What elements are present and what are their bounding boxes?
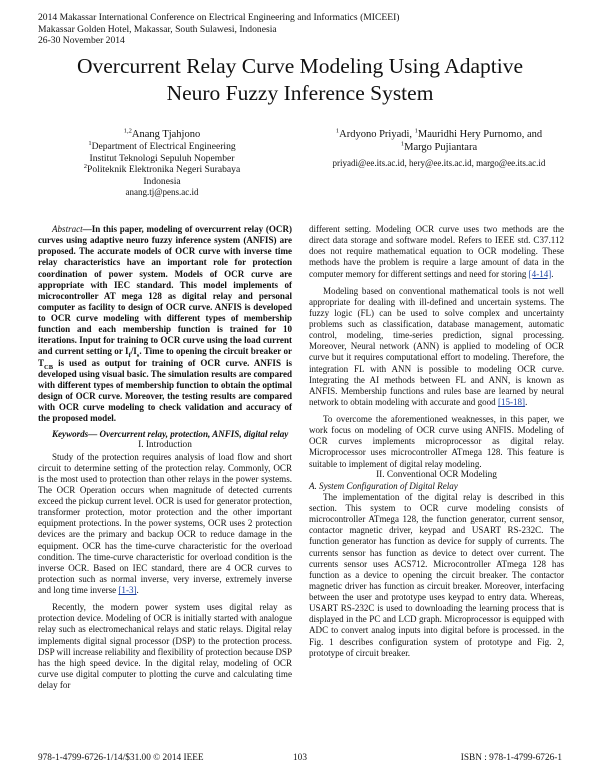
intro-paragraph-1: Study of the protection requires analysis of load flow and short circuit to determine setting of the protection relay. Commonly, OCR is the most used to protection than other relays in the power systems. The OCR Operation occurs when magnitude of detected currents exceed the pickup current level. OCR is used for generator protection, transformer protection, motor protection and the other important equipment protections. In the power systems, OCR uses 2 protection devices are the primary and backup OCR to reduce damage in the equipment. OCR has the time-curve characteristic for the overload condition. The time-curve characteristic for overload condition is the inverse OCR. Based on IEC standard, there are 4 OCR curves to protection such as normal inverse, very inverse, extremely inverse and long time inverse [1-3].: [38, 451, 292, 595]
intro-paragraph-2-continued: different setting. Modeling OCR curve uses two methods are the direct data storage and software model. Refers to IEEE std. C37.112 does not require mathematical equation to OCR modeling. These methods have the problem is require a large amount of data in the computer memory for different settings and need for storing [4-14].: [309, 224, 564, 279]
paper-title: [30, 53, 570, 107]
author-block-right: [308, 128, 570, 170]
affiliation-country: Indonesia: [143, 175, 181, 187]
conference-venue: Makassar Golden Hotel, Makassar, South Sulawesi, Indonesia: [38, 23, 277, 35]
affiliation-dept: $^1$Department of Electrical Engineering: [88, 139, 236, 152]
affiliation-inst: Institut Teknologi Sepuluh Nopember: [89, 152, 235, 164]
author-name: $^{1,2}$Anang Tjahjono: [123, 127, 201, 140]
footer-copyright: 978-1-4799-6726-1/14/$31.00 © 2014 IEEE: [38, 753, 204, 763]
section-1-heading: I. Introduction: [138, 440, 192, 451]
page-number: 103: [293, 753, 307, 763]
keywords-label: Keywords: [52, 429, 89, 440]
intro-paragraph-3: Modeling based on conventional mathematical tools is not well appropriate for dealing with ill-defined and uncertain systems. The fuzzy logic (FL) can be used to solve complex and uncertainty problems such as classification, database management, automatic control, modeling, time-series prediction, signal processing. Moreover, Neural network (ANN) is applied to modeling of OCR curve but it requires computational effort to modeling. Therefore, the integration FL with ANN is possible to modeling OCR curve. Integrating the AI methods between FL and ANN, is known as ANFIS. Membership functions and rules base are learned by neural network to obtain modeling with accurate and good [15-18].: [309, 285, 564, 407]
coauthor-names-line-1: $^1$Ardyono Priyadi, $^1$Mauridhi Hery Purnomo, and: [335, 127, 543, 140]
subsection-a-heading: A. System Configuration of Digital Relay: [309, 480, 458, 491]
conference-header: [38, 12, 400, 47]
section-2-heading: II. Conventional OCR Modeling: [376, 469, 497, 480]
affiliation-poly: $^2$Politeknik Elektronika Negeri Surabaya: [83, 162, 241, 175]
coauthor-emails: priyadi@ee.its.ac.id, hery@ee.its.ac.id, margo@ee.its.ac.id: [332, 158, 546, 168]
author-email: anang.tj@pens.ac.id: [125, 187, 199, 197]
citation-link[interactable]: [1-3]: [118, 585, 137, 595]
title-line-2: Neuro Fuzzy Inference System: [166, 81, 434, 105]
coauthor-names-line-2: $^1$Margo Pujiantara: [400, 140, 478, 153]
abstract: Abstract—In this paper, modeling of overcurrent relay (OCR) curves using adaptive neuro fuzzy inference system (ANFIS) are proposed. The accurate models of OCR curve with inverse time relay characteristics have an important role for protection coordination of power system. Models of OCR curve are appropriate with IEC standard. This model implements of microcontroller AT mega 128 as digital relay and personal computer as facility to design of OCR curve. ANFIS is developed to OCR curve modeling with different types of membership function and each membership function is trained for 10 iterations. Input for training to OCR curve using the load current and current setting or $I_f/I_s$. Time to opening the circuit breaker or $T_{CB}$ is used as output for training of OCR curve. ANFIS is developed using visual basic. The simulation results are compared with different types of membership function to obtain the optimal design of OCR curve. Moreover, the testing results are compared with OCR curve modeling to check validation and accuracy of the proposed model.: [38, 224, 292, 424]
author-block-left: [38, 128, 286, 199]
abstract-label: Abstract: [52, 224, 83, 234]
intro-paragraph-2: Recently, the modern power system uses digital relay as protection device. Modeling of OCR is initially started with analogue relay such as electromechanical relays and static relays. Digital relay implements digital signal processor (DSP) to the protection process. DSP will increase reliability and flexibility of protection because DSP has the high speed device. In the digital relay, modeling of OCR curve use digital computer to plotting the curve and calculating time delay for: [38, 602, 292, 690]
intro-paragraph-4: To overcome the aforementioned weaknesses, in this paper, we work focus on modeling of OCR curve using ANFIS. Modeling of OCR curves implements microprocessor as digital relay. Microprocessor uses microcontroller ATmega 128. This feature is suitable to implement of digital relay modeling.: [309, 414, 564, 469]
right-column: [309, 224, 564, 659]
conference-name: 2014 Makassar International Conference on Electrical Engineering and Informatics (MICEEI): [38, 12, 400, 23]
conference-date: 26-30 November 2014: [38, 35, 125, 47]
left-column: [38, 224, 292, 691]
keywords: Keywords— Overcurrent relay, protection, ANFIS, digital relay: [52, 429, 289, 440]
footer-isbn: ISBN : 978-1-4799-6726-1: [460, 753, 562, 763]
citation-link[interactable]: [4-14]: [528, 268, 552, 279]
citation-link[interactable]: [15-18]: [497, 396, 526, 407]
title-line-1: Overcurrent Relay Curve Modeling Using Adaptive: [76, 54, 524, 78]
section-2-paragraph-1: The implementation of the digital relay is described in this section. This system to OCR curve modeling consists of microcontroller ATmega 128, the function generator, current sensor, contactor magnetic driver, keypad and USART RS-232C. The function generator has function as device for supply of currents. The currents sensor has function as device to detect over current. The currents sensor uses ACS712. Microcontroller ATmega 128 has function as a device to opening the circuit breaker. The contactor magnetic driver has function as circuit breaker. Moreover, interfacing between the user and prototype uses keypad to entry data. Whereas, USART RS-232C is used to downloading the learning process that is displayed in the PC and LCD graph. Microprocessor is equipped with ADC to convert analog inputs into digital before is processed. in the Fig. 1 describes configuration system of prototype and Fig. 2, prototype of circuit breaker.: [309, 491, 564, 658]
